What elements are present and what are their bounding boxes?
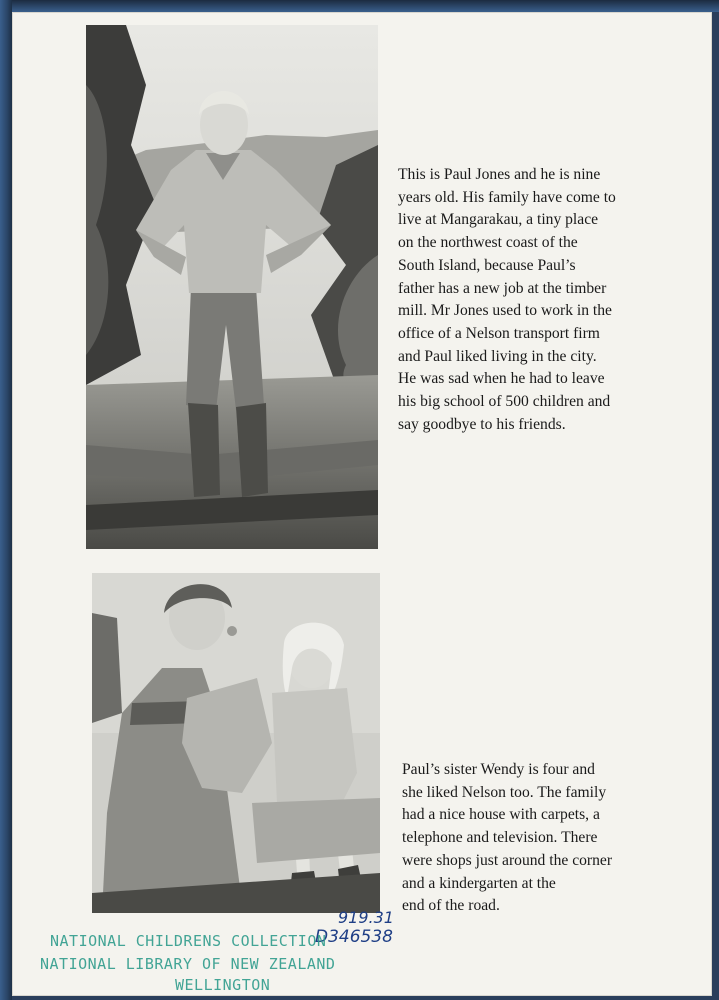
caption-line: father has a new job at the timber	[398, 279, 607, 297]
library-stamp-line-1: NATIONAL CHILDRENS COLLECTION	[50, 932, 327, 950]
caption-line: This is Paul Jones and he is nine	[398, 166, 601, 183]
caption-wendy	[402, 759, 672, 918]
caption-line: on the northwest coast of the	[398, 234, 578, 252]
caption-paul	[398, 164, 668, 436]
caption-line: end of the road.	[402, 897, 500, 915]
caption-line: and Paul liked living in the city.	[398, 347, 597, 365]
caption-line: He was sad when he had to leave	[398, 370, 605, 388]
cover-edge-left	[0, 0, 12, 1000]
caption-line: had a nice house with carpets, a	[402, 806, 600, 824]
shelf-number-handwriting: 919.31	[338, 908, 394, 927]
photo-boy-on-rock	[86, 25, 378, 549]
caption-line: and a kindergarten at the	[402, 874, 556, 892]
caption-line: mill. Mr Jones used to work in the	[398, 302, 612, 320]
caption-line: years old. His family have come to	[398, 188, 616, 206]
photo-mother-and-daughter	[92, 573, 380, 913]
caption-line: office of a Nelson transport firm	[398, 324, 600, 342]
caption-line: telephone and television. There	[402, 829, 598, 847]
caption-line: his big school of 500 children and	[398, 393, 611, 411]
library-stamp-line-2: NATIONAL LIBRARY OF NEW ZEALAND	[40, 955, 336, 973]
accession-number-handwriting: D346538	[315, 927, 393, 947]
cover-edge-top	[0, 0, 719, 12]
caption-line: Paul’s sister Wendy is four and	[402, 761, 595, 778]
caption-line: South Island, because Paul’s	[398, 256, 576, 274]
caption-line: were shops just around the corner	[402, 851, 613, 869]
caption-line: say goodbye to his friends.	[398, 415, 566, 433]
caption-line: she liked Nelson too. The family	[402, 783, 607, 801]
library-stamp-line-3: WELLINGTON	[175, 976, 271, 994]
caption-line: live at Mangarakau, a tiny place	[398, 211, 599, 229]
